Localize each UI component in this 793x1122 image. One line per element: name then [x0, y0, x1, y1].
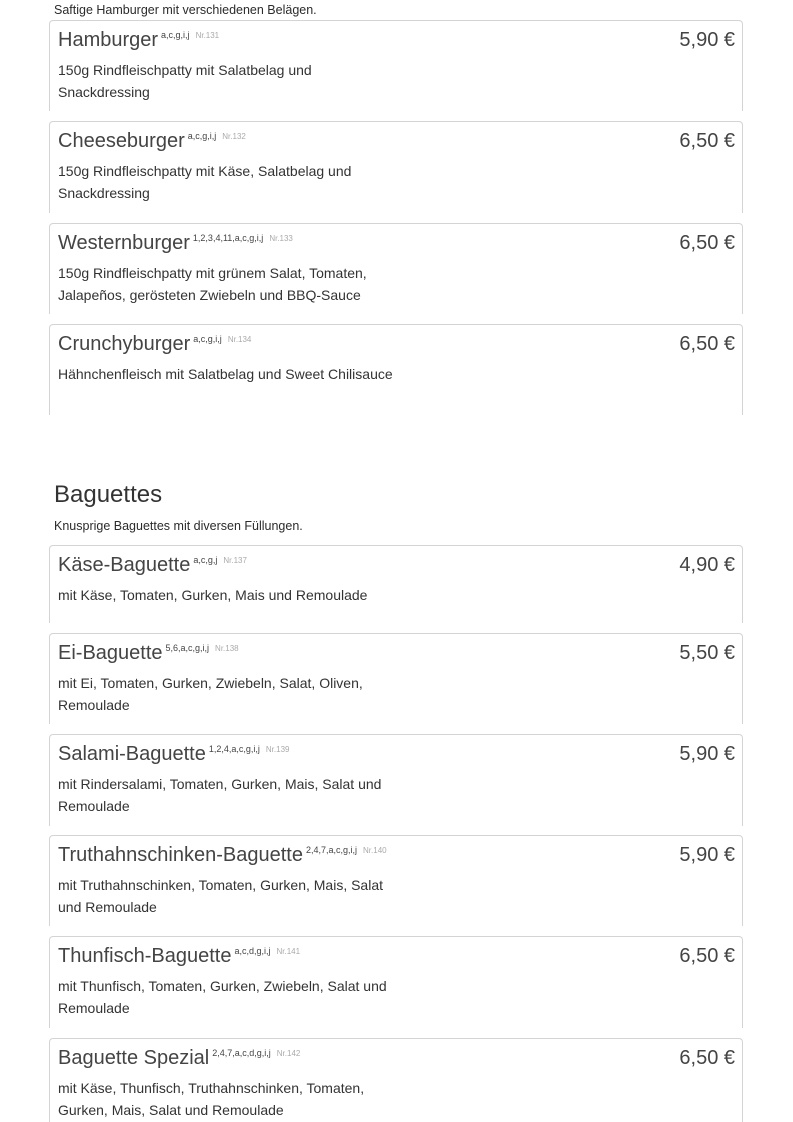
item-description: Hähnchenfleisch mit Salatbelag und Sweet Chilisauce	[58, 366, 393, 382]
item-name: Thunfisch-Baguette	[58, 945, 232, 967]
category-intro: Knusprige Baguettes mit diversen Füllungen.	[54, 519, 303, 533]
burger-category-intro: Saftige Hamburger mit verschiedenen Belägen.	[54, 3, 317, 17]
item-price: 5,90 €	[679, 844, 735, 866]
menu-item-card[interactable]	[49, 633, 743, 724]
item-price: 6,50 €	[679, 945, 735, 967]
item-description: mit Thunfisch, Tomaten, Gurken, Zwiebeln, Salat und Remoulade	[58, 978, 387, 1016]
item-number: Nr.134	[227, 335, 252, 344]
item-number: Nr.137	[223, 556, 247, 565]
item-name: Westernburger	[58, 232, 190, 254]
item-description: mit Käse, Tomaten, Gurken, Mais und Remoulade	[58, 587, 368, 603]
item-number: Nr.132	[222, 132, 246, 141]
menu-item-card[interactable]	[49, 324, 743, 415]
menu-item-card[interactable]	[49, 223, 743, 314]
item-additives: a,c,g,j	[193, 555, 218, 565]
item-additives: 5,6,a,c,g,i,j	[165, 643, 210, 653]
item-number: Nr.142	[276, 1049, 301, 1058]
item-description: mit Rindersalami, Tomaten, Gurken, Mais, Salat und Remoulade	[58, 776, 382, 814]
item-additives: a,c,g,i,j	[187, 131, 217, 141]
menu-item-card[interactable]	[49, 1038, 743, 1122]
item-number: Nr.133	[269, 234, 293, 243]
item-price: 5,90 €	[679, 743, 735, 765]
item-description: 150g Rindfleischpatty mit Salatbelag und Snackdressing	[58, 62, 312, 100]
item-price: 6,50 €	[679, 1047, 735, 1069]
item-name: Cheeseburger	[58, 130, 185, 152]
item-additives: a,c,d,g,i,j	[234, 946, 271, 956]
item-description: mit Truthahnschinken, Tomaten, Gurken, Mais, Salat und Remoulade	[58, 877, 384, 915]
menu-item-card[interactable]	[49, 545, 743, 623]
item-additives: a,c,g,i,j	[193, 334, 222, 344]
item-number: Nr.138	[215, 644, 239, 653]
item-additives: 1,2,3,4,11,a,c,g,i,j	[192, 233, 264, 243]
item-price: 6,50 €	[679, 333, 735, 355]
item-name: Hamburger	[58, 29, 159, 51]
item-name: Truthahnschinken-Baguette	[58, 844, 303, 866]
menu-item-card[interactable]	[49, 20, 743, 111]
item-name: Crunchyburger	[58, 333, 191, 355]
item-name: Baguette Spezial	[58, 1047, 210, 1069]
item-additives: 1,2,4,a,c,g,i,j	[208, 744, 260, 754]
item-price: 5,50 €	[679, 642, 735, 664]
item-number: Nr.140	[363, 846, 387, 855]
item-price: 5,90 €	[679, 29, 735, 51]
item-name: Ei-Baguette	[58, 642, 163, 664]
menu-item-card[interactable]	[49, 734, 743, 826]
item-additives: a,c,g,i,j	[161, 30, 190, 40]
item-number: Nr.131	[195, 31, 220, 40]
item-number: Nr.139	[265, 745, 290, 754]
item-price: 4,90 €	[679, 554, 735, 576]
item-price: 6,50 €	[679, 232, 735, 254]
item-description: 150g Rindfleischpatty mit Käse, Salatbelag und Snackdressing	[58, 163, 352, 201]
item-additives: 2,4,7,a,c,d,g,i,j	[212, 1048, 271, 1058]
menu-item-card[interactable]	[49, 835, 743, 926]
item-description: mit Käse, Thunfisch, Truthahnschinken, Tomaten, Gurken, Mais, Salat und Remoulade	[58, 1080, 365, 1118]
item-name: Salami-Baguette	[58, 743, 206, 765]
item-description: mit Ei, Tomaten, Gurken, Zwiebeln, Salat, Oliven, Remoulade	[58, 675, 363, 713]
category-title: Baguettes	[54, 481, 163, 508]
item-description: 150g Rindfleischpatty mit grünem Salat, Tomaten, Jalapeños, gerösteten Zwiebeln und BBQ-Sauce	[58, 265, 367, 303]
menu-item-card[interactable]	[49, 121, 743, 213]
item-number: Nr.141	[276, 947, 301, 956]
item-additives: 2,4,7,a,c,g,i,j	[305, 845, 358, 855]
menu-item-card[interactable]	[49, 936, 743, 1028]
item-name: Käse-Baguette	[58, 554, 191, 576]
item-price: 6,50 €	[679, 130, 735, 152]
